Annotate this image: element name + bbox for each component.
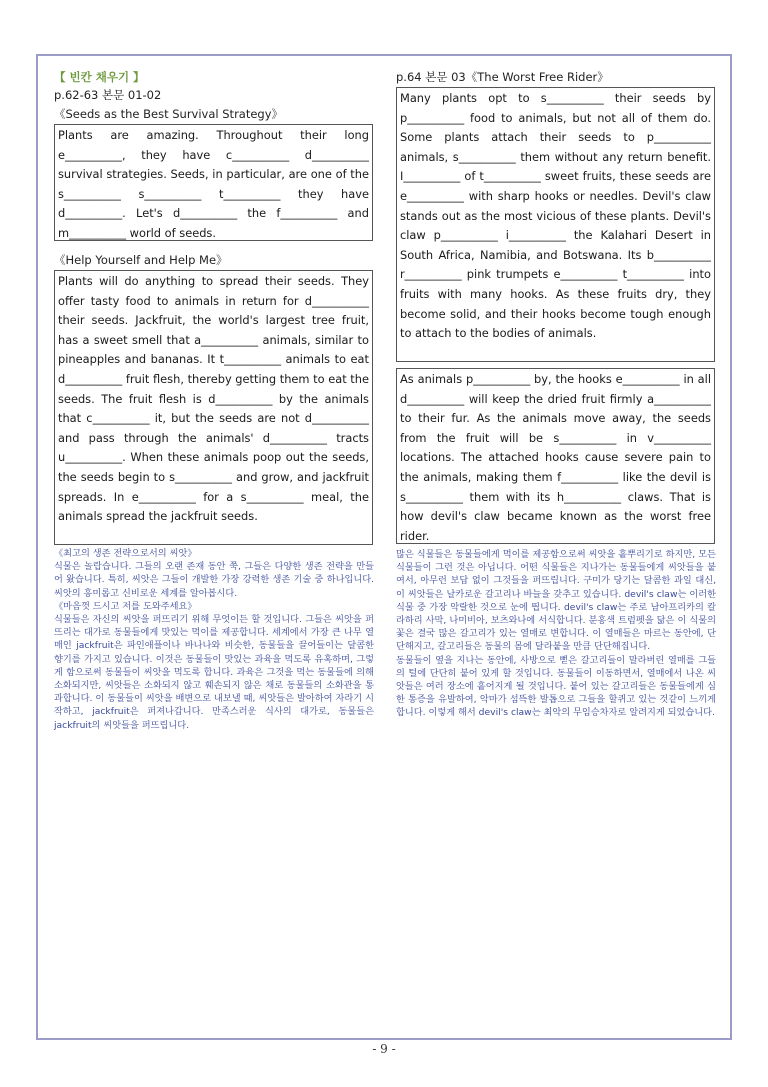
passage-box-1: Plants are amazing. Throughout their long e__________, they have c__________ d__________ survival strategies. Seeds, in particular, are one of the s__________ s__________ t__________ they have d__________. Let's d__________ the f__________ and m__________ world of seeds.: [54, 124, 373, 241]
passage-title-1: 《Seeds as the Best Survival Strategy》: [54, 107, 284, 121]
page-reference: p.62-63 본문 01-02: [54, 88, 162, 102]
korean-translation-left: [54, 547, 374, 732]
korean-title-1: 《최고의 생존 전략으로서의 씨앗》: [54, 548, 197, 559]
passage-box-2: Plants will do anything to spread their seeds. They offer tasty food to animals in return for d__________ their seeds. Jackfruit, the world's largest tree fruit, has a sweet smell that a__________ animals, similar to pineapples and bananas. It t__________ animals to eat d__________ fruit flesh, thereby getting them to eat the seeds. The fruit flesh is d__________ by the animals that c__________ it, but the seeds are not d__________ and pass through the animals' d__________ tracts u__________. When these animals poop out the seeds, the seeds begin to s__________ and grow, and jackfruit spreads. In e__________ for a s__________ meal, the animals spread the jackfruit seeds.: [54, 270, 373, 545]
passage-title-2: 《Help Yourself and Help Me》: [54, 253, 228, 267]
passage-box-4: As animals p__________ by, the hooks e__________ in all d__________ will keep the dried fruit firmly a__________ to their fur. As the animals move away, the seeds from the fruit will be s__________ in v__________ locations. The attached hooks cause severe pain to the animals, making them f__________ like the devil is s__________ them with its h__________ claws. That is how devil's claw became known as the worst free rider.: [396, 368, 715, 544]
korean-translation-right: [396, 548, 716, 720]
left-column: [54, 68, 374, 732]
korean-text-2: 식물들은 자신의 씨앗을 퍼뜨리기 위해 무엇이든 할 것입니다. 그들은 씨앗을 퍼뜨리는 대가로 동물들에게 맛있는 먹이를 제공합니다. 세계에서 가장 큰 나무 열매인 jackfruit은 파인애플이나 바나나와 비슷한, 동물들을 끌어들이는 달콤한 향기를 가지고 있습니다. 이것은 동물들이 맛있는 과육을 먹도록 유혹하며, 그렇게 함으로써 동물들이 씨앗을 먹도록 합니다. 과육은 그것을 먹는 동물들에 의해 소화되지만, 씨앗들은 소화되지 않고 훼손되지 않은 채로 동물들의 소화관을 통과합니다. 이 동물들이 씨앗을 배변으로 내보낼 때, 씨앗들은 발아하여 자라기 시작하고, jackfruit은 퍼져나갑니다. 만족스러운 식사의 대가로, 동물들은 jackfruit의 씨앗들을 퍼뜨립니다.: [54, 614, 374, 731]
korean-text-1: 식물은 놀랍습니다. 그들의 오랜 존재 동안 쭉, 그들은 다양한 생존 전략을 만들어 왔습니다. 특히, 씨앗은 그들이 개발한 가장 강력한 생존 기술 중 하나입니다. 씨앗의 흥미롭고 신비로운 세계를 알아봅시다.: [54, 561, 374, 599]
korean-title-2: 《마음껏 드시고 저를 도와주세요》: [54, 600, 197, 612]
page-number: - 9 -: [372, 1042, 396, 1056]
page-reference-right: p.64 본문 03《The Worst Free Rider》: [396, 70, 609, 84]
section-heading: 【 빈칸 채우기 】: [54, 70, 145, 84]
korean-text-3: 많은 식물들은 동물들에게 먹이를 제공함으로써 씨앗을 흩뿌리기로 하지만, 모든 식물들이 그런 것은 아닙니다. 어떤 식물들은 지나가는 동물들에게 씨앗들을 붙여서, 아무런 보답 없이 그것들을 퍼뜨립니다. 구미가 당기는 달콤한 과일 대신, 이 씨앗들은 날카로운 갈고리나 바늘을 갖추고 있습니다. devil's claw는 이러한 식물 중 가장 악랄한 것으로 눈에 띕니다. devil's claw는 주로 남아프리카의 칼라하리 사막, 나미비아, 보츠와나에 서식합니다. 분홍색 트럼펫을 닮은 이 식물의 꽃은 결국 많은 갈고리가 있는 열매로 변합니다. 이 열매들은 마르는 동안에, 단단해지고, 갈고리들은 동물의 몸에 달라붙을 만큼 단단해집니다.: [396, 549, 716, 653]
right-column: [396, 68, 716, 720]
passage-box-3: Many plants opt to s__________ their seeds by p__________ food to animals, but not all of them do. Some plants attach their seeds to p__________ animals, s__________ them without any return benefit. I__________ of t__________ sweet fruits, these seeds are e__________ with sharp hooks or needles. Devil's claw stands out as the most vicious of these plants. Devil's claw p__________ i__________ the Kalahari Desert in South Africa, Namibia, and Botswana. Its b__________ r__________ pink trumpets e__________ t__________ into fruits with many hooks. As these fruits dry, they become solid, and their hooks become tough enough to attach to the bodies of animals.: [396, 87, 715, 362]
korean-text-4: 동물들이 옆을 지나는 동안에, 사방으로 뻗은 갈고리들이 말라버린 열매를 그들의 털에 단단히 붙어 있게 할 것입니다. 동물들이 이동하면서, 열매에서 나온 씨앗들은 여러 장소에 흩어지게 될 것입니다. 붙어 있는 갈고리들은 동물들에게 심한 통증을 유발하여, 악마가 섬뜩한 발톱으로 그들을 할퀴고 있는 것같이 느끼게 합니다. 이렇게 해서 devil's claw는 최악의 무임승차자로 알려지게 되었습니다.: [396, 654, 716, 719]
